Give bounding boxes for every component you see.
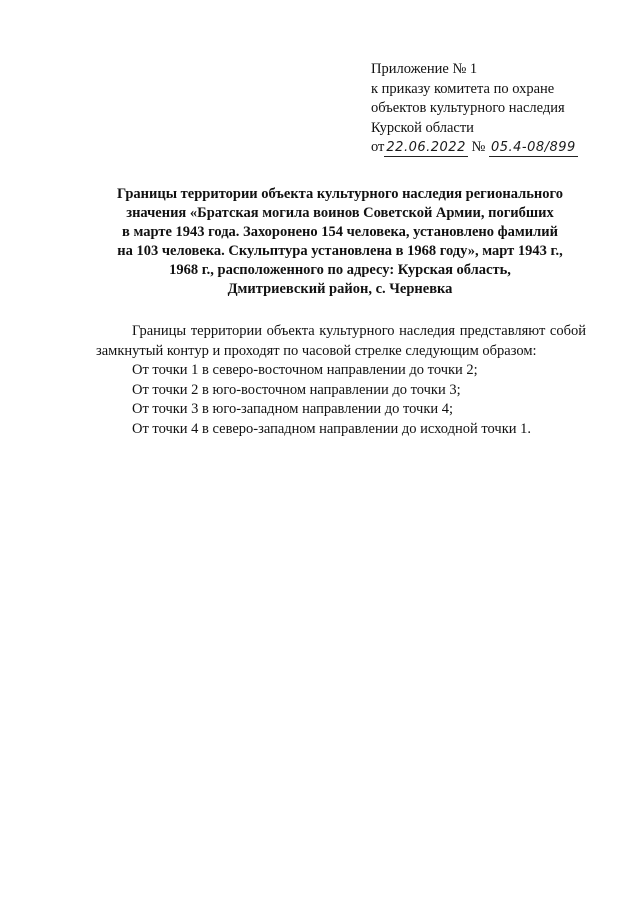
boundary-step-4: От точки 4 в северо-западном направлении до исходной точки 1. (132, 420, 532, 437)
document-body (96, 322, 586, 439)
order-date: 22.06.2022 (386, 140, 466, 155)
appendix-order-ref: к приказу комитета по охране (371, 80, 555, 97)
appendix-region: Курской области (371, 119, 474, 136)
boundary-step-1: От точки 1 в северо-восточном направлении до точки 2; (132, 362, 478, 378)
title-line: значения «Братская могила воинов Советской Армии, погибших (126, 205, 554, 221)
title-line: на 103 человека. Скульптура установлена в 1968 году», март 1943 г., (117, 243, 563, 259)
boundary-step-3: От точки 3 в юго-западном направлении до точки 4; (132, 401, 454, 417)
date-from-label: от (371, 139, 385, 155)
title-line: 1968 г., расположенного по адресу: Курская область, (169, 262, 511, 278)
title-line: Дмитриевский район, с. Черневка (227, 281, 453, 297)
document-title (90, 185, 590, 299)
appendix-number: Приложение № 1 (371, 61, 478, 77)
title-line: в марте 1943 года. Захоронено 154 человека, установлено фамилий (122, 224, 558, 240)
appendix-committee: объектов культурного наследия (371, 100, 565, 116)
order-number: 05.4-08/899 (490, 140, 576, 155)
appendix-date-line (371, 138, 621, 158)
boundary-step-2: От точки 2 в юго-восточном направлении до точки 3; (132, 381, 461, 398)
title-line: Границы территории объекта культурного наследия регионального (117, 186, 563, 202)
intro-paragraph: Границы территории объекта культурного наследия представляют собой замкнутый контур и проходят по часовой стрелке следующим образом: (96, 323, 586, 359)
number-label: № (471, 139, 486, 155)
appendix-header (371, 60, 621, 158)
